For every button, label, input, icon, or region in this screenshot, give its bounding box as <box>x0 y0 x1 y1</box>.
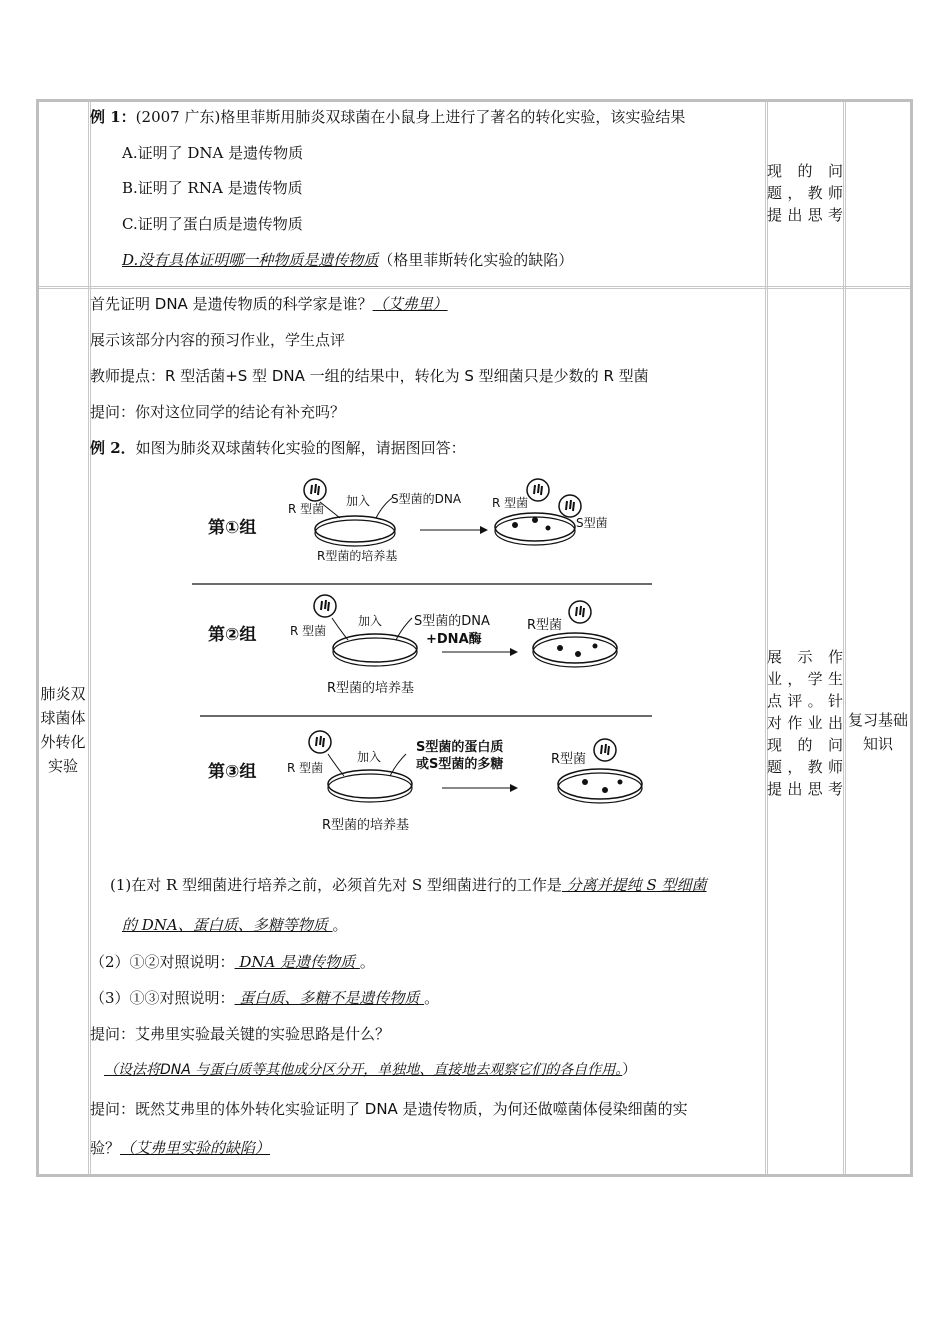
method-line: 现 的 问 <box>767 162 843 180</box>
group-3-polysaccharide-label: 或S型菌的多糖 <box>416 757 504 772</box>
teacher-hint-line: 教师提点：R 型活菌+S 型 DNA 一组的结果中，转化为 S 型细菌只是少数的 R 型菌 <box>90 367 649 385</box>
option-c: C.证明了蛋白质是遗传物质 <box>122 215 303 233</box>
key-idea-text: （设法将DNA 与蛋白质等其他成分区分开，单独地、直接地去观察它们的各自作用。 <box>104 1062 623 1078</box>
tube-icon <box>594 739 616 761</box>
answer-1-end: 。 <box>332 916 348 934</box>
purpose-line: 复习基础 <box>847 711 908 729</box>
option-a: A.证明了 DNA 是遗传物质 <box>122 144 304 162</box>
answer-1-fill-a: 分离并提纯 S 型细菌 <box>561 876 707 894</box>
option-d-answer: D.没有具体证明哪一种物质是遗传物质 <box>122 251 379 269</box>
option-b: B.证明了 RNA 是遗传物质 <box>122 179 303 197</box>
tube-icon <box>314 595 336 617</box>
row1-method-cell <box>767 160 843 226</box>
ask-line-3-answer: （艾弗里实验的缺陷） <box>120 1139 271 1157</box>
example-1-label: 例 1： <box>90 108 136 126</box>
group-1-s-label: S型菌的DNA <box>391 492 462 506</box>
method-line: 业，学生 <box>767 670 843 688</box>
group-3-add-label: 加入 <box>357 750 382 764</box>
method-line: 对作业出 <box>767 714 843 732</box>
section-title-cell <box>38 682 88 778</box>
tube-icon <box>527 479 549 501</box>
example-1 <box>90 107 685 127</box>
group-1-r-label: R 型菌 <box>288 502 325 516</box>
answer-3-fill: 蛋白质、多糖不是遗传物质 <box>234 989 425 1007</box>
method-line: 展 示 作 <box>767 648 843 666</box>
answer-1-fill-b: 的 DNA、蛋白质、多糖等物质 <box>122 916 333 934</box>
question-1-answer: （艾弗里） <box>372 295 448 313</box>
method-line: 提出思考 <box>767 780 843 798</box>
option-d <box>122 250 573 270</box>
group-3-r-label: R 型菌 <box>287 761 324 775</box>
tube-icon <box>309 731 331 753</box>
method-line: 提出思考 <box>767 206 843 224</box>
method-line: 现 的 问 <box>767 736 843 754</box>
tube-icon <box>569 601 591 623</box>
section-title-line: 实验 <box>47 757 78 775</box>
group-2-title: 第②组 <box>208 625 257 645</box>
group-1-add-label: 加入 <box>346 494 371 508</box>
section-title-line: 肺炎双 <box>40 685 86 703</box>
question-1 <box>90 294 448 314</box>
example-2-stem: 如图为肺炎双球菌转化实验的图解，请据图回答： <box>135 439 466 457</box>
group-2-r-label: R 型菌 <box>290 624 327 638</box>
group-1-plate-label: R型菌的培养基 <box>317 549 398 563</box>
method-line: 题，教师 <box>767 758 843 776</box>
group-3-result-r-label: R型菌 <box>551 752 587 767</box>
answer-3 <box>90 988 439 1008</box>
group-3-title: 第③组 <box>208 762 257 782</box>
purpose-cell <box>843 708 913 756</box>
answer-2-text: （2）①②对照说明： <box>90 953 235 971</box>
method-line: 点评。针 <box>767 692 843 710</box>
option-d-note: （格里菲斯转化实验的缺陷） <box>378 251 574 269</box>
group-2-plate-label: R型菌的培养基 <box>327 681 415 696</box>
group-1-title: 第①组 <box>208 518 257 538</box>
ask-line-3-cont <box>90 1138 270 1158</box>
answer-1-cont <box>122 915 348 935</box>
column-divider <box>765 102 768 1174</box>
method-line: 题，教师 <box>767 184 843 202</box>
answer-2-end: 。 <box>359 953 375 971</box>
ask-line: 提问：你对这位同学的结论有补充吗？ <box>90 403 346 421</box>
section-title-line: 球菌体 <box>40 709 86 727</box>
answer-1 <box>110 875 707 895</box>
answer-3-text: （3）①③对照说明： <box>90 989 235 1007</box>
column-divider <box>88 102 91 1174</box>
answer-2-fill: DNA 是遗传物质 <box>234 953 360 971</box>
show-homework-line: 展示该部分内容的预习作业，学生点评 <box>90 331 346 349</box>
example-2-label: 例 2． <box>90 439 136 457</box>
group-2-s-label: S型菌的DNA <box>414 614 490 629</box>
group-3-protein-label: S型菌的蛋白质 <box>416 740 504 755</box>
group-2-result-r-label: R型菌 <box>527 618 563 633</box>
answer-1-text: (1)在对 R 型细菌进行培养之前，必须首先对 S 型细菌进行的工作是 <box>110 876 562 894</box>
group-3-plate-label: R型菌的培养基 <box>322 818 410 833</box>
group-1-result-s-label: S型菌 <box>576 516 608 530</box>
row2-method-cell <box>767 646 843 800</box>
example-2 <box>90 438 466 458</box>
example-1-stem: (2007 广东)格里菲斯用肺炎双球菌在小鼠身上进行了著名的转化实验，该实验结果 <box>135 108 686 126</box>
ask-line-2: 提问：艾弗里实验最关键的实验思路是什么？ <box>90 1025 391 1043</box>
key-idea-end: ） <box>622 1062 637 1078</box>
purpose-line: 知识 <box>862 735 893 753</box>
group-1-result-r-label: R 型菌 <box>492 496 529 510</box>
tube-icon <box>304 479 326 501</box>
row-divider <box>39 286 910 289</box>
group-2-enzyme-label: +DNA酶 <box>426 632 482 647</box>
answer-2 <box>90 952 375 972</box>
ask-line-3: 提问：既然艾弗里的体外转化实验证明了 DNA 是遗传物质，为何还做噬菌体侵染细菌的实 <box>90 1100 688 1118</box>
group-2-add-label: 加入 <box>358 614 383 628</box>
key-idea-answer <box>104 1060 636 1080</box>
question-1-text: 首先证明 DNA 是遗传物质的科学家是谁？ <box>90 295 373 313</box>
ask-line-3-tail: 验？ <box>90 1139 121 1157</box>
answer-3-end: 。 <box>424 989 440 1007</box>
column-divider <box>843 102 846 1174</box>
section-title-line: 外转化 <box>40 733 86 751</box>
